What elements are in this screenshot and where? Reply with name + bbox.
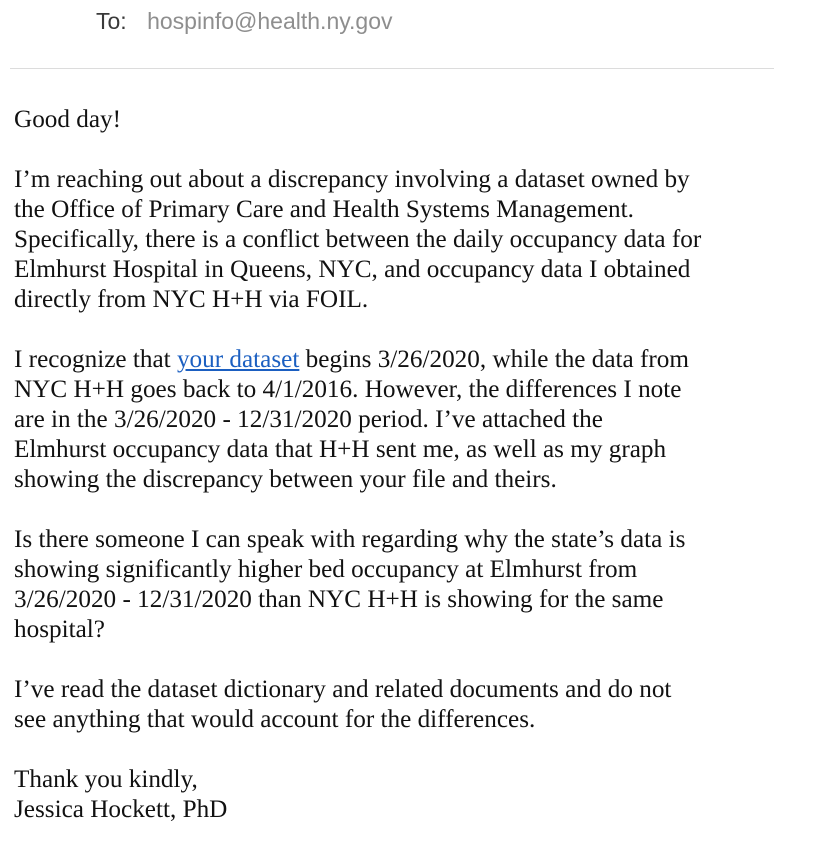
body-line: Elmhurst Hospital in Queens, NYC, and occupancy data I obtained [14,256,691,283]
body-line: see anything that would account for the differences. [14,706,536,733]
body-line: I’ve read the dataset dictionary and related documents and do not [14,676,672,703]
body-text-segment: begins 3/26/2020, while the data from [299,346,689,373]
closing-line: Thank you kindly, [14,766,198,793]
paragraph-discrepancy-intro [14,165,822,315]
greeting-line: Good day! [14,106,122,133]
body-line: the Office of Primary Care and Health Systems Management. [14,196,634,223]
paragraph-dataset-dates [14,345,822,495]
body-line: Is there someone I can speak with regarding why the state’s data is [14,526,686,553]
body-line: showing the discrepancy between your file and theirs. [14,466,557,493]
body-line: 3/26/2020 - 12/31/2020 than NYC H+H is showing for the same [14,586,664,613]
body-line-with-link [14,345,822,375]
signoff-paragraph [14,765,822,825]
greeting-paragraph [14,105,822,135]
body-line: showing significantly higher bed occupancy at Elmhurst from [14,556,638,583]
body-text-segment: I recognize that [14,346,177,373]
body-line: Elmhurst occupancy data that H+H sent me, as well as my graph [14,436,667,463]
paragraph-question [14,525,822,645]
your-dataset-link[interactable]: your dataset [176,346,300,373]
recipient-row [96,6,393,36]
body-line: I’m reaching out about a discrepancy involving a dataset owned by [14,166,690,193]
to-label: To: [96,8,127,34]
body-line: Specifically, there is a conflict between the daily occupancy data for [14,226,702,253]
header-divider [10,68,774,69]
body-line: hospital? [14,616,105,643]
paragraph-dictionary [14,675,822,735]
body-line: are in the 3/26/2020 - 12/31/2020 period. I’ve attached the [14,406,603,433]
body-line: NYC H+H goes back to 4/1/2016. However, the differences I note [14,376,682,403]
recipient-address[interactable]: hospinfo@health.ny.gov [147,8,393,34]
signature-name: Jessica Hockett, PhD [14,796,228,823]
body-line: directly from NYC H+H via FOIL. [14,286,369,313]
email-body [14,105,822,855]
